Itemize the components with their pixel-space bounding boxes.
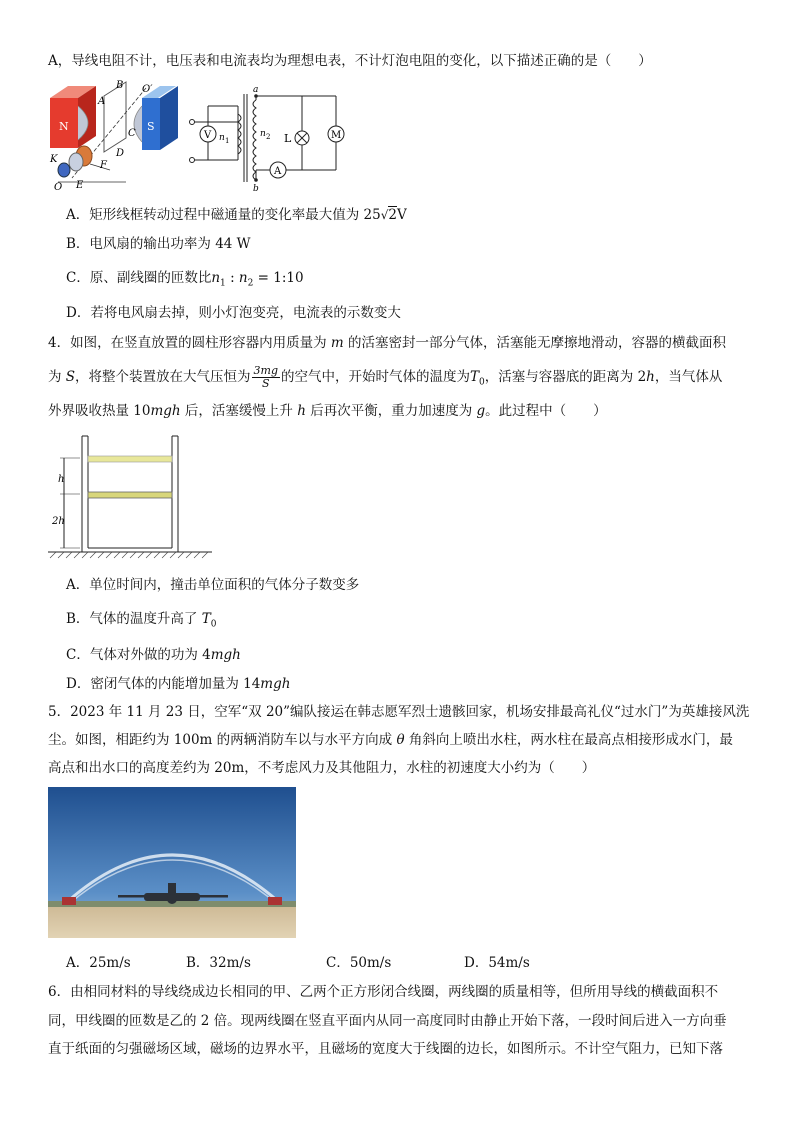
svg-text:O′: O′ xyxy=(142,84,153,95)
q4-option-c: C．气体对外做的功为 4mgh xyxy=(66,647,241,663)
q4-stem-line2: 为 S，将整个装置放在大气压恒为 $\frac{3mg}{S}$ 的空气中，开始时气体的温度为$T_0$，活塞与容器底的距离为 2h，当气体从 xyxy=(48,364,723,390)
ammeter-label: A xyxy=(274,166,282,177)
motor-label: M xyxy=(331,130,342,141)
svg-text:1: 1 xyxy=(225,137,230,145)
lamp-label: L xyxy=(284,132,292,145)
q3-option-b: B．电风扇的输出功率为 44 W xyxy=(66,236,251,252)
q3-option-c: C．原、副线圈的匝数比$n_1$ : $n_2$ = 1:10 xyxy=(66,270,304,289)
q5-option-c: C．50m/s xyxy=(326,955,392,971)
q3-option-d: D．若将电风扇去掉，则小灯泡变亮，电流表的示数变大 xyxy=(66,305,401,321)
water-gate-photo xyxy=(48,787,296,938)
svg-text:A: A xyxy=(98,96,106,107)
piston xyxy=(88,492,172,498)
s-label: S xyxy=(147,120,155,133)
n-label: N xyxy=(59,120,69,133)
voltmeter-label: V xyxy=(204,130,212,141)
q6-stem-line2: 同，甲线圈的匝数是乙的 2 倍。现两线圈在竖直平面内从同一高度同时由静止开始下落，一段时间后进入一方向垂 xyxy=(48,1013,727,1029)
svg-text:K: K xyxy=(50,154,58,165)
pressure-fraction: $\frac{3mg}{S}$ xyxy=(253,364,279,390)
upper-piston-position xyxy=(88,456,172,462)
2h-label: 2h xyxy=(52,516,65,527)
q5-option-b: B．32m/s xyxy=(186,955,251,971)
svg-text:B: B xyxy=(116,80,124,91)
q4-option-d: D．密闭气体的内能增加量为 14mgh xyxy=(66,676,291,692)
q5-option-a: A．25m/s xyxy=(66,955,131,971)
h-label: h xyxy=(58,474,65,485)
q4-cylinder-figure xyxy=(46,432,216,562)
svg-text:C: C xyxy=(128,128,136,139)
q4-stem-line1: 4．如图，在竖直放置的圆柱形容器内用质量为 m 的活塞密封一部分气体，活塞能无摩擦地滑动，容器的横截面积 xyxy=(48,335,726,351)
q3-generator-transformer-figure xyxy=(46,78,366,194)
svg-text:D: D xyxy=(116,148,125,159)
q5-stem-line2: 尘。如图，相距约为 100m 的两辆消防车以与水平方向成 θ 角斜向上喷出水柱，两水柱在最高点相接形成水门，最 xyxy=(48,732,733,748)
q5-stem-line3: 高点和出水口的高度差约为 20m，不考虑风力及其他阻力，水柱的初速度大小约为（ ） xyxy=(48,760,596,776)
svg-text:n: n xyxy=(260,129,266,139)
svg-text:2: 2 xyxy=(266,133,271,141)
svg-text:O: O xyxy=(54,182,63,193)
q4-option-b: B．气体的温度升高了 $T_0$ xyxy=(66,611,217,630)
q5-stem-line1: 5．2023 年 11 月 23 日，空军“双 20”编队接运在韩志愿军烈士遗骸回家，机场安排最高礼仪“过水门”为英雄接风洗 xyxy=(48,704,750,720)
q6-stem-line3: 直于纸面的匀强磁场区域，磁场的边界水平，且磁场的宽度大于线圈的边长，如图所示。不计空气阻力，已知下落 xyxy=(48,1041,723,1057)
q5-option-d: D．54m/s xyxy=(464,955,530,971)
q4-option-a: A．单位时间内，撞击单位面积的气体分子数变多 xyxy=(66,577,360,593)
svg-text:a: a xyxy=(253,85,259,95)
q4-stem-line3: 外界吸收热量 10mgh 后，活塞缓慢上升 h 后再次平衡，重力加速度为 g。此过程中（ ） xyxy=(48,403,607,419)
q3-option-a: A．矩形线框转动过程中磁通量的变化率最大值为 25√2V xyxy=(66,207,407,223)
svg-text:b: b xyxy=(253,184,259,194)
svg-text:F: F xyxy=(100,160,107,171)
s-magnet xyxy=(134,86,178,150)
q3-stem: A，导线电阻不计，电压表和电流表均为理想电表，不计灯泡电阻的变化，以下描述正确的是（ ） xyxy=(48,53,652,69)
svg-text:E: E xyxy=(76,180,84,191)
q6-stem-line1: 6．由相同材料的导线绕成边长相同的甲、乙两个正方形闭合线圈，两线圈的质量相等，但所用导线的横截面积不 xyxy=(48,984,719,1000)
svg-text:n: n xyxy=(219,133,225,143)
n-magnet xyxy=(50,86,96,148)
